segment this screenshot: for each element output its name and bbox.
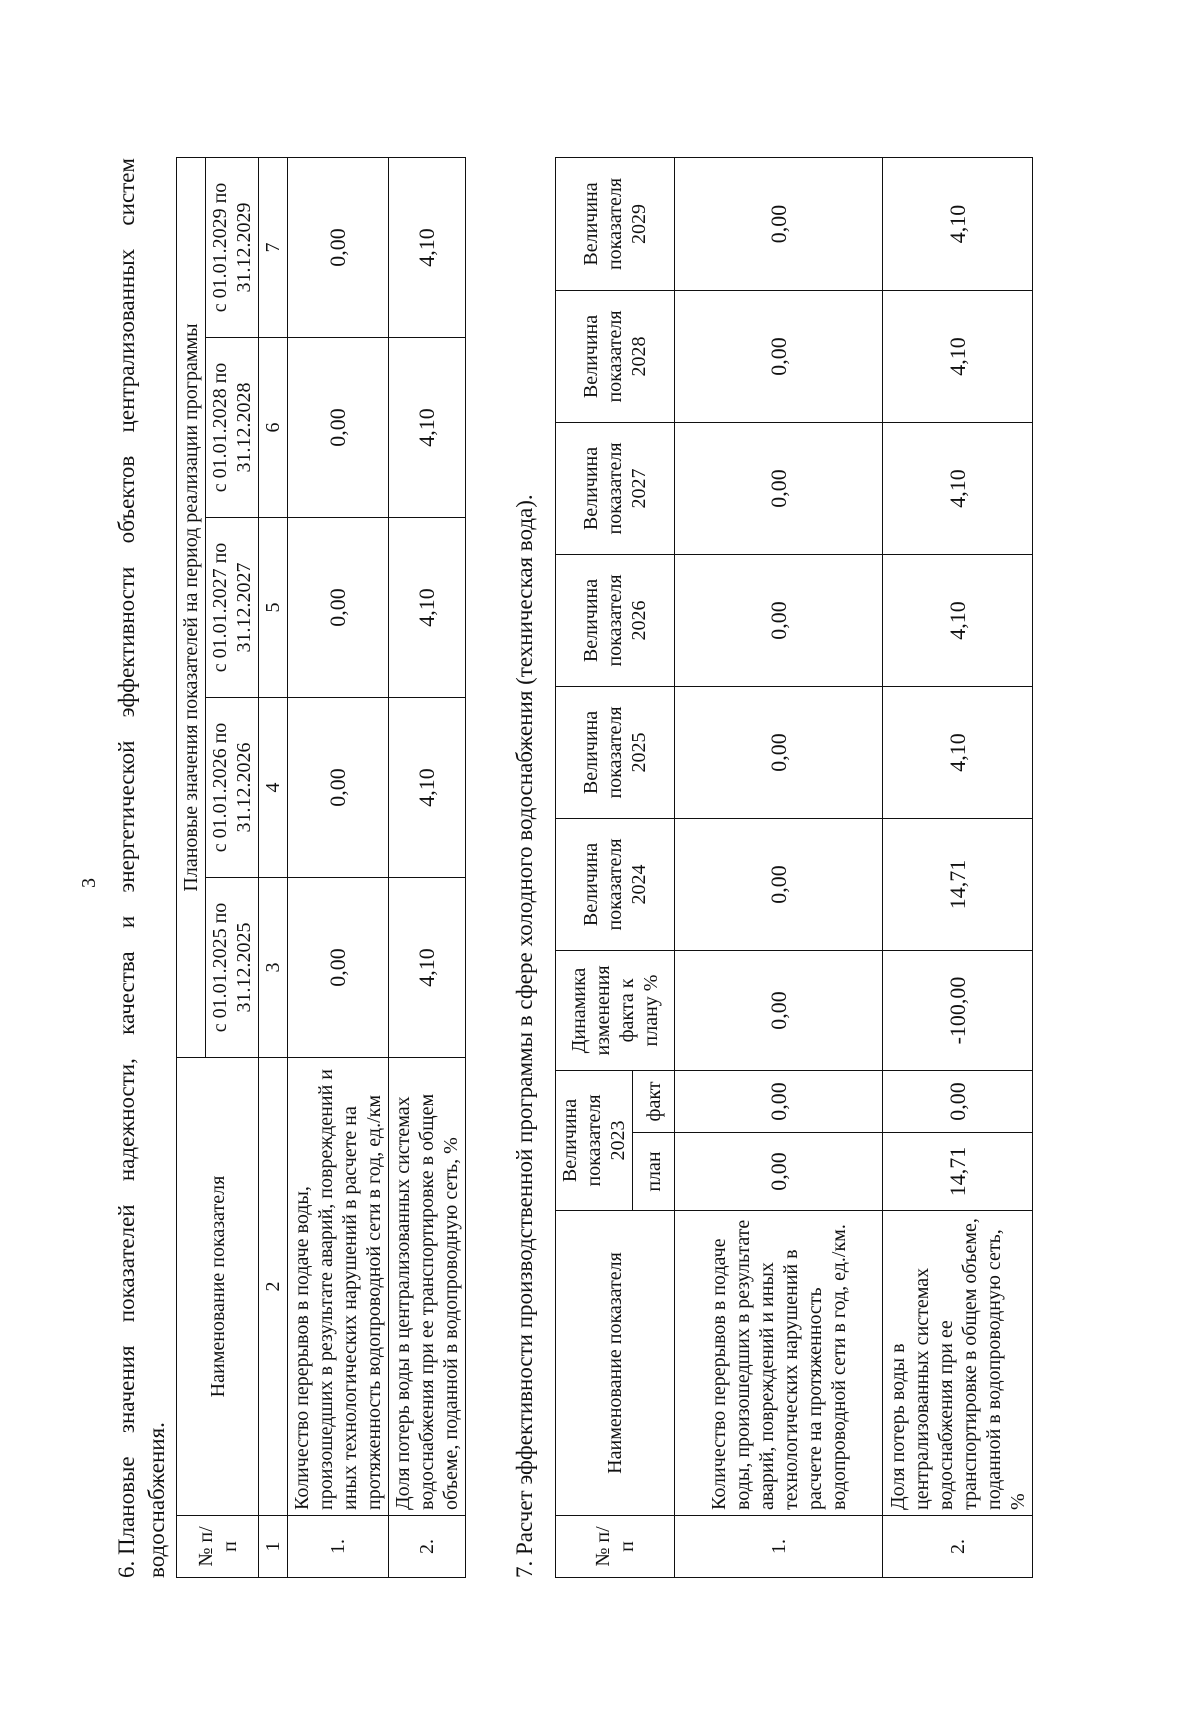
col-header-year: Величина показателя 2024 bbox=[556, 818, 675, 950]
year-value: 0,00 bbox=[675, 290, 883, 422]
heading-word: надежности, bbox=[114, 1058, 139, 1182]
planned-value: 0,00 bbox=[288, 338, 389, 518]
col-number: 4 bbox=[259, 698, 288, 878]
fact-value: 0,00 bbox=[675, 1070, 883, 1132]
heading-word: объектов bbox=[114, 455, 139, 544]
year-value: 0,00 bbox=[675, 422, 883, 554]
col-header-period: с 01.01.2028 по 31.12.2028 bbox=[206, 338, 259, 518]
col-number: 1 bbox=[259, 1516, 288, 1578]
heading-word: эффективности bbox=[114, 566, 139, 718]
col-number: 7 bbox=[259, 157, 288, 337]
year-value: 0,00 bbox=[675, 554, 883, 686]
col-header-no: № п/п bbox=[556, 1516, 675, 1578]
col-number: 3 bbox=[259, 878, 288, 1058]
year-value: 14,71 bbox=[883, 818, 1033, 950]
col-header-name: Наименование показателя bbox=[556, 1211, 675, 1516]
page-number: 3 bbox=[78, 878, 100, 888]
col-number: 5 bbox=[259, 518, 288, 698]
indicator-name: Доля потерь воды в централизованных системах водоснабжения при ее транспортировке в общем объеме, поданной в водопроводную сеть, % bbox=[389, 1058, 466, 1516]
table-row bbox=[389, 157, 466, 1577]
col-header-year: Величина показателя 2028 bbox=[556, 290, 675, 422]
year-value: 0,00 bbox=[675, 157, 883, 290]
row-number: 2. bbox=[389, 1516, 466, 1578]
indicator-name: Количество перерывов в подаче воды, произошедших в результате аварий, повреждений и иных технологических нарушений в расчете на протяженность водопроводной сети в год, ед./км bbox=[288, 1058, 389, 1516]
indicator-name: Количество перерывов в подаче воды, произошедших в результате аварий, повреждений и иных технологических нарушений в расчете на протяженность водопроводной сети в год, ед./км. bbox=[675, 1211, 883, 1516]
heading-word: значения bbox=[114, 1345, 139, 1434]
col-header-fact: факт bbox=[633, 1070, 675, 1132]
table-row bbox=[288, 157, 389, 1577]
col-header-dynamics: Динамика изменения факта к плану % bbox=[556, 950, 675, 1070]
row-number: 1. bbox=[288, 1516, 389, 1578]
col-header-year: Величина показателя 2027 bbox=[556, 422, 675, 554]
year-value: 4,10 bbox=[883, 290, 1033, 422]
dynamics-value: -100,00 bbox=[883, 950, 1033, 1070]
fact-value: 0,00 bbox=[883, 1070, 1033, 1132]
col-number: 6 bbox=[259, 338, 288, 518]
col-header-plan: Плановые значения показателей на период реализации программы bbox=[177, 157, 206, 1057]
table-row bbox=[675, 157, 883, 1577]
plan-value: 14,71 bbox=[883, 1133, 1033, 1211]
row-number: 1. bbox=[675, 1516, 883, 1578]
table-row bbox=[883, 157, 1033, 1577]
planned-value: 4,10 bbox=[389, 157, 466, 337]
col-header-period: с 01.01.2029 по 31.12.2029 bbox=[206, 157, 259, 337]
heading-word: показателей bbox=[114, 1204, 139, 1323]
col-header-no: № п/п bbox=[177, 1516, 259, 1578]
section-6-heading-line2: водоснабжения. bbox=[144, 1422, 169, 1578]
year-value: 4,10 bbox=[883, 686, 1033, 818]
planned-value: 0,00 bbox=[288, 518, 389, 698]
col-header-name: Наименование показателя bbox=[177, 1058, 259, 1516]
planned-value: 4,10 bbox=[389, 518, 466, 698]
dynamics-value: 0,00 bbox=[675, 950, 883, 1070]
heading-word: энергетической bbox=[114, 740, 139, 893]
heading-word: 6. Плановые bbox=[114, 1456, 139, 1578]
heading-word: и bbox=[114, 915, 139, 929]
section-6-heading-line1 bbox=[112, 158, 142, 1578]
efficiency-calculation-table bbox=[555, 157, 1033, 1578]
planned-value: 4,10 bbox=[389, 878, 466, 1058]
year-value: 4,10 bbox=[883, 157, 1033, 290]
col-header-period: с 01.01.2025 по 31.12.2025 bbox=[206, 878, 259, 1058]
col-header-period: с 01.01.2026 по 31.12.2026 bbox=[206, 698, 259, 878]
plan-value: 0,00 bbox=[675, 1133, 883, 1211]
planned-indicators-table bbox=[176, 157, 466, 1578]
year-value: 4,10 bbox=[883, 422, 1033, 554]
col-header-plan: план bbox=[633, 1133, 675, 1211]
planned-value: 0,00 bbox=[288, 157, 389, 337]
col-number: 2 bbox=[259, 1058, 288, 1516]
planned-value: 0,00 bbox=[288, 878, 389, 1058]
heading-word: качества bbox=[114, 951, 139, 1035]
indicator-name: Доля потерь воды в централизованных системах водоснабжения при ее транспортировке в общем объеме, поданной в водопроводную сеть, % bbox=[883, 1211, 1033, 1516]
col-header-year: Величина показателя 2029 bbox=[556, 157, 675, 290]
section-7-heading: 7. Расчет эффективности производственной программы в сфере холодного водоснабжения (техническая вода). bbox=[512, 494, 537, 1578]
planned-value: 4,10 bbox=[389, 698, 466, 878]
heading-word: централизованных bbox=[114, 248, 139, 433]
col-header-year: Величина показателя 2025 bbox=[556, 686, 675, 818]
col-header-2023: Величина показателя 2023 bbox=[556, 1070, 633, 1210]
heading-word: систем bbox=[114, 158, 139, 226]
year-value: 0,00 bbox=[675, 686, 883, 818]
planned-value: 4,10 bbox=[389, 338, 466, 518]
section-6-heading bbox=[112, 158, 172, 1578]
row-number: 2. bbox=[883, 1516, 1033, 1578]
col-header-year: Величина показателя 2026 bbox=[556, 554, 675, 686]
year-value: 4,10 bbox=[883, 554, 1033, 686]
year-value: 0,00 bbox=[675, 818, 883, 950]
col-header-period: с 01.01.2027 по 31.12.2027 bbox=[206, 518, 259, 698]
planned-value: 0,00 bbox=[288, 698, 389, 878]
